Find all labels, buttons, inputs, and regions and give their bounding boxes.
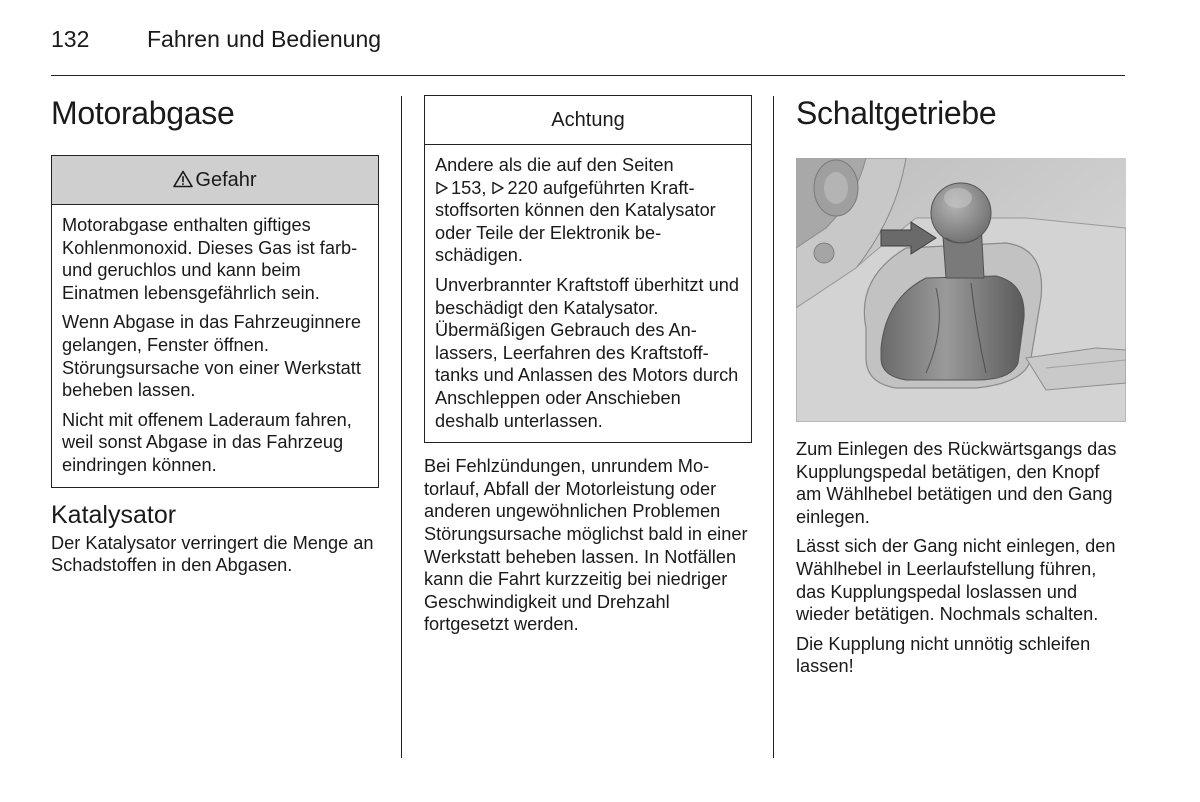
danger-label: Gefahr [195,169,257,191]
right-column [796,90,1126,678]
column-divider-left [401,96,402,758]
gear-shift-lever-illustration [796,158,1126,422]
caution-box-header [425,96,751,145]
caution-paragraph: Unverbrannter Kraftstoff überhitzt und beschädigt den Katalysator. Übermäßigen Gebrauch des Anlassers, Leerfahren des Kraftstofftanks und Anlassen des Motors durch Anschleppen oder Anschieben deshalb unterlassen. [435,274,739,431]
caution-box [424,95,752,443]
danger-paragraph: Motorabgase enthalten giftiges Kohlenmonoxid. Dieses Gas ist farb- und geruchlos und kann beim Einatmen lebensgefährlich sein. [62,215,358,303]
page-number: 132 [51,26,90,52]
page-reference-icon [435,181,449,195]
danger-box-body [52,205,378,487]
caution-ref-1: 153, [451,177,487,198]
caution-paragraph [435,154,741,267]
page-reference-icon [491,181,505,195]
caution-label: Achtung [551,109,625,131]
caution-intro: Andere als die auf den Seiten [435,155,674,175]
schaltgetriebe-text [796,438,1126,678]
motorabgase-heading: Motorabgase [51,95,235,131]
danger-box [51,155,379,488]
column-divider-right [773,96,774,758]
caution-ref-2: 220 aufgeführten Kraftstoffsorten können den Katalysator oder Teile der Elektronik beschädigen. [435,177,716,266]
fehlzuendungen-text: Bei Fehlzündungen, unrundem Motorlauf, Abfall der Motorleistung oder anderen ungewöhnlichen Problemen Störungsursache möglichst bald in einer Werkstatt beheben lassen. In Notfällen kann die Fahrt kurzzeitig bei niedriger Geschwindigkeit und Drehzahl fortgesetzt werden. [424,456,748,635]
danger-box-header [52,156,378,205]
schaltgetriebe-heading: Schaltgetriebe [796,95,997,131]
schaltgetriebe-paragraph: Zum Einlegen des Rückwärtsgangs das Kupplungspedal betätigen, den Knopf am Wählhebel betätigen und den Gang einlegen. [796,439,1117,527]
header-rule [51,75,1125,76]
danger-paragraph: Nicht mit offenem Laderaum fahren, weil sonst Abgase in das Fahrzeug eindringen können. [62,409,352,475]
warning-triangle-icon [173,170,193,188]
katalysator-text: Der Katalysator verringert die Menge an Schadstoffen in den Abgasen. [51,532,374,576]
middle-column [424,95,752,636]
section-title: Fahren und Bedienung [147,26,382,52]
caution-box-body [425,145,751,442]
left-column [51,90,379,577]
schaltgetriebe-paragraph: Lässt sich der Gang nicht einlegen, den Wählhebel in Leerlaufstellung führen, das Kupplungspedal loslassen und wieder betätigen. Nochmals schalten. [796,536,1116,625]
danger-paragraph: Wenn Abgase in das Fahrzeuginnere gelangen, Fenster öffnen. Störungsursache von einer Werkstatt beheben lassen. [62,312,361,401]
schaltgetriebe-paragraph: Die Kupplung nicht unnötig schleifen lassen! [796,633,1091,677]
katalysator-heading: Katalysator [51,500,177,529]
